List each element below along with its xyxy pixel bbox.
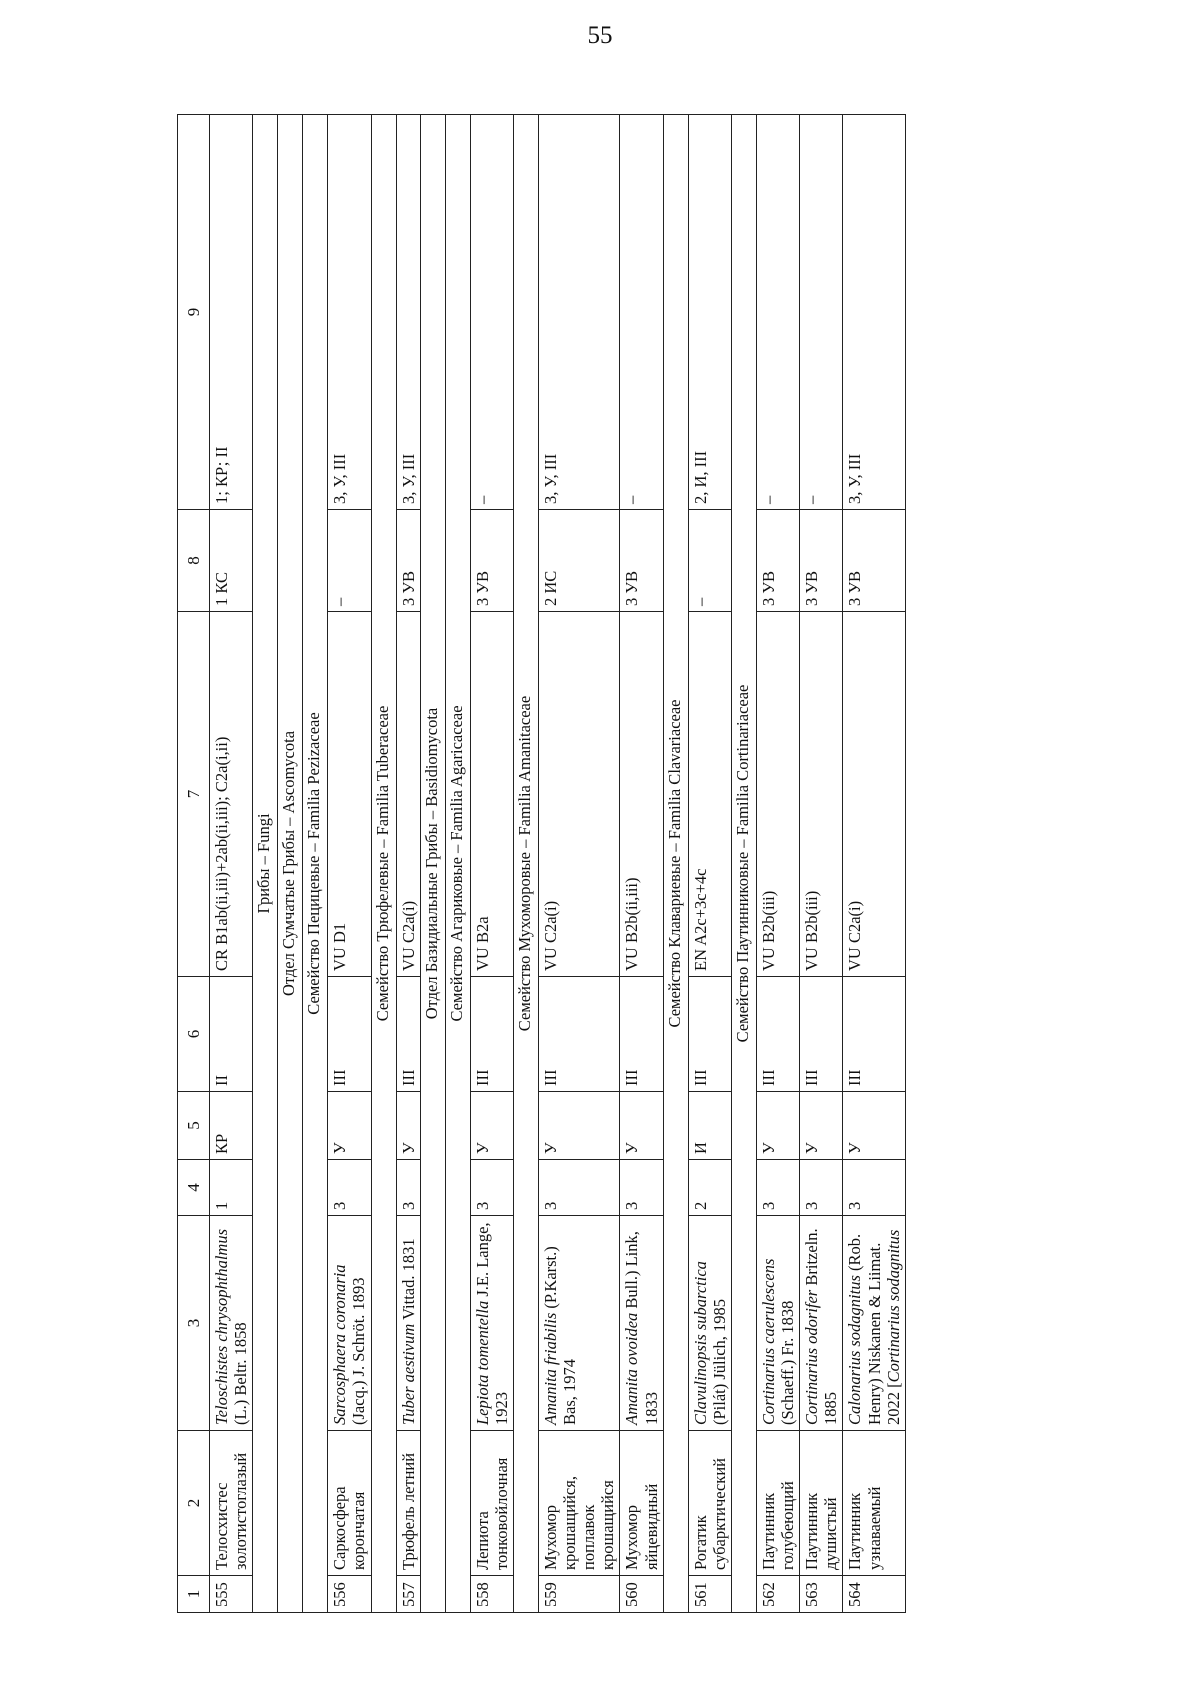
- taxon-group-row: [303, 115, 328, 1613]
- latin-binomial: Cortinarius odorifer: [802, 1289, 822, 1425]
- name-russian: Мухомор яйцевидный: [620, 1431, 663, 1576]
- latin-binomial: Teloschistes chrysophthalmus: [212, 1228, 231, 1425]
- row-number: 562: [756, 1576, 799, 1613]
- taxon-group-row: [371, 115, 396, 1613]
- latin-authority: Vittad. 1831: [398, 1238, 418, 1324]
- name-latin: [688, 1216, 731, 1431]
- taxon-group-label: Семейство Клавариевые – Familia Clavariaceae: [663, 115, 688, 1613]
- status-col5: У: [756, 1092, 799, 1160]
- category-col9: –: [470, 115, 513, 510]
- category-col6: III: [800, 977, 843, 1092]
- category-col8: 3 УВ: [620, 510, 663, 612]
- species-row: [538, 115, 620, 1613]
- category-col8: –: [328, 510, 371, 612]
- iucn-criteria: VU D1: [328, 612, 371, 977]
- taxon-group-label: Грибы – Fungi: [253, 115, 278, 1613]
- taxon-group-label: Семейство Мухоморовые – Familia Amanitaceae: [513, 115, 538, 1613]
- status-col5: У: [800, 1092, 843, 1160]
- status-col5: У: [470, 1092, 513, 1160]
- iucn-criteria: CR B1ab(ii,iii)+2ab(ii,iii); C2a(i,ii): [210, 612, 253, 977]
- taxon-group-row: [278, 115, 303, 1613]
- row-number: 564: [843, 1576, 905, 1613]
- status-col5: И: [688, 1092, 731, 1160]
- taxon-group-row: [253, 115, 278, 1613]
- category-col8: 3 УВ: [843, 510, 905, 612]
- species-row: [843, 115, 905, 1613]
- taxon-group-label: Семейство Пецицевые – Familia Pezizaceae: [303, 115, 328, 1613]
- species-row: [688, 115, 731, 1613]
- species-row: [328, 115, 371, 1613]
- iucn-criteria: VU C2a(i): [843, 612, 905, 977]
- category-col6: III: [538, 977, 620, 1092]
- iucn-criteria: VU B2a: [470, 612, 513, 977]
- category-col4: 3: [620, 1160, 663, 1216]
- category-col9: 3, У, III: [328, 115, 371, 510]
- species-row: [396, 115, 420, 1613]
- header-cell: 7: [178, 612, 210, 977]
- iucn-criteria: VU C2a(i): [396, 612, 420, 977]
- taxon-group-label: Отдел Базидиальные Грибы – Basidiomycota: [420, 115, 445, 1613]
- latin-binomial: Cortinarius caerulescens: [758, 1258, 778, 1425]
- row-number: 559: [538, 1576, 620, 1613]
- name-russian: Паутинник голубеющий: [756, 1431, 799, 1576]
- table-body: [178, 115, 906, 1613]
- category-col4: 3: [756, 1160, 799, 1216]
- category-col8: 3 УВ: [470, 510, 513, 612]
- latin-binomial: Amanita friabilis: [540, 1312, 560, 1425]
- category-col8: –: [688, 510, 731, 612]
- name-latin: [843, 1216, 905, 1431]
- latin-binomial: Amanita ovoidea: [622, 1312, 642, 1425]
- category-col6: III: [328, 977, 371, 1092]
- latin-authority: (Pilát) Jülich, 1985: [709, 1298, 729, 1425]
- name-latin: [210, 1216, 253, 1431]
- category-col9: 2, И, III: [688, 115, 731, 510]
- category-col9: –: [756, 115, 799, 510]
- name-russian: Трюфель летний: [396, 1431, 420, 1576]
- category-col9: 1; КР; II: [210, 115, 253, 510]
- name-latin: [538, 1216, 620, 1431]
- row-number: 555: [210, 1576, 253, 1613]
- species-row: [470, 115, 513, 1613]
- name-russian: Паутинник узнаваемый: [843, 1431, 905, 1576]
- iucn-criteria: VU B2b(iii): [800, 612, 843, 977]
- iucn-criteria: EN A2c+3c+4c: [688, 612, 731, 977]
- row-number: 561: [688, 1576, 731, 1613]
- category-col4: 3: [396, 1160, 420, 1216]
- category-col9: 3, У, III: [538, 115, 620, 510]
- category-col6: III: [756, 977, 799, 1092]
- category-col6: II: [210, 977, 253, 1092]
- species-row: [800, 115, 843, 1613]
- page-number: 55: [587, 22, 613, 49]
- row-number: 558: [470, 1576, 513, 1613]
- species-row: [756, 115, 799, 1613]
- taxon-group-label: Семейство Агариковые – Familia Agaricaceae: [445, 115, 470, 1613]
- taxon-group-label: Отдел Сумчатые Грибы – Ascomycota: [278, 115, 303, 1613]
- name-latin: [470, 1216, 513, 1431]
- row-number: 563: [800, 1576, 843, 1613]
- category-col6: III: [620, 977, 663, 1092]
- category-col6: III: [396, 977, 420, 1092]
- category-col9: 3, У, III: [396, 115, 420, 510]
- latin-authority: (Schaeff.) Fr. 1838: [778, 1300, 797, 1425]
- name-latin: [328, 1216, 371, 1431]
- category-col8: 3 УВ: [800, 510, 843, 612]
- row-number: 560: [620, 1576, 663, 1613]
- category-col4: 3: [328, 1160, 371, 1216]
- taxon-group-row: [513, 115, 538, 1613]
- category-col4: 3: [843, 1160, 905, 1216]
- category-col4: 2: [688, 1160, 731, 1216]
- name-russian: Лепиота тонковойлочная: [470, 1431, 513, 1576]
- species-row: [620, 115, 663, 1613]
- latin-authority: (L.) Beltr. 1858: [231, 1322, 251, 1425]
- taxon-group-row: [445, 115, 470, 1613]
- status-col5: У: [396, 1092, 420, 1160]
- name-russian: Мухомор крошащийся, поплавок крошащийся: [538, 1431, 620, 1576]
- status-col5: У: [328, 1092, 371, 1160]
- taxon-group-label: Семейство Паутинниковые – Familia Cortinariaceae: [731, 115, 756, 1613]
- taxon-group-label: Семейство Трюфелевые – Familia Tuberaceae: [371, 115, 396, 1613]
- header-cell: 2: [178, 1431, 210, 1576]
- taxon-group-row: [731, 115, 756, 1613]
- taxon-group-row: [663, 115, 688, 1613]
- category-col4: 3: [538, 1160, 620, 1216]
- red-book-table: [177, 114, 906, 1613]
- name-russian: Рогатик субарктический: [688, 1431, 731, 1576]
- category-col4: 1: [210, 1160, 253, 1216]
- latin-authority: Britzeln. 1885: [802, 1228, 841, 1425]
- latin-authority: (P.Karst.) Bas, 1974: [540, 1246, 579, 1425]
- name-latin: [756, 1216, 799, 1431]
- category-col6: III: [688, 977, 731, 1092]
- name-latin: [396, 1216, 420, 1431]
- latin-binomial: Sarcosphaera coronaria: [330, 1264, 350, 1425]
- status-col5: У: [843, 1092, 905, 1160]
- latin-binomial: Lepiota tomentella: [472, 1300, 492, 1425]
- latin-binomial: Clavulinopsis subarctica: [690, 1261, 710, 1425]
- rotated-table-wrapper: [177, 115, 906, 1613]
- status-col5: У: [538, 1092, 620, 1160]
- category-col9: –: [800, 115, 843, 510]
- latin-binomial: Calonarius sodagnitus: [845, 1275, 865, 1425]
- category-col6: III: [843, 977, 905, 1092]
- name-russian: Паутинник душистый: [800, 1431, 843, 1576]
- category-col4: 3: [470, 1160, 513, 1216]
- latin-authority: J.E. Lange, 1923: [472, 1222, 511, 1425]
- iucn-criteria: VU B2b(iii): [756, 612, 799, 977]
- latin-authority: (Jacq.) J. Schröt. 1893: [349, 1277, 369, 1425]
- iucn-criteria: VU B2b(ii,iii): [620, 612, 663, 977]
- latin-synonym: Cortinarius sodagnitus: [883, 1229, 903, 1383]
- header-cell: 1: [178, 1576, 210, 1613]
- category-col8: 1 КС: [210, 510, 253, 612]
- name-latin: [620, 1216, 663, 1431]
- header-cell: 8: [178, 510, 210, 612]
- name-russian: Саркосфера корончатая: [328, 1431, 371, 1576]
- header-cell: 3: [178, 1216, 210, 1431]
- status-col5: КР: [210, 1092, 253, 1160]
- category-col6: III: [470, 977, 513, 1092]
- latin-binomial: Tuber aestivum: [398, 1323, 418, 1425]
- category-col8: 3 УВ: [396, 510, 420, 612]
- name-latin: [800, 1216, 843, 1431]
- species-row: [210, 115, 253, 1613]
- latin-authority: Bull.) Link, 1833: [622, 1231, 661, 1425]
- category-col9: –: [620, 115, 663, 510]
- iucn-criteria: VU C2a(i): [538, 612, 620, 977]
- category-col8: 3 УВ: [756, 510, 799, 612]
- latin-authority: (Rob. Henry) Niskanen & Liimat. 2022 [: [845, 1233, 903, 1425]
- header-cell: 5: [178, 1092, 210, 1160]
- header-cell: 4: [178, 1160, 210, 1216]
- category-col8: 2 ИС: [538, 510, 620, 612]
- header-row: [178, 115, 210, 1613]
- name-russian: Телосхистес золотистоглазый: [210, 1431, 253, 1576]
- category-col9: 3, У, III: [843, 115, 905, 510]
- row-number: 556: [328, 1576, 371, 1613]
- category-col4: 3: [800, 1160, 843, 1216]
- header-cell: 6: [178, 977, 210, 1092]
- taxon-group-row: [420, 115, 445, 1613]
- status-col5: У: [620, 1092, 663, 1160]
- row-number: 557: [396, 1576, 420, 1613]
- header-cell: 9: [178, 115, 210, 510]
